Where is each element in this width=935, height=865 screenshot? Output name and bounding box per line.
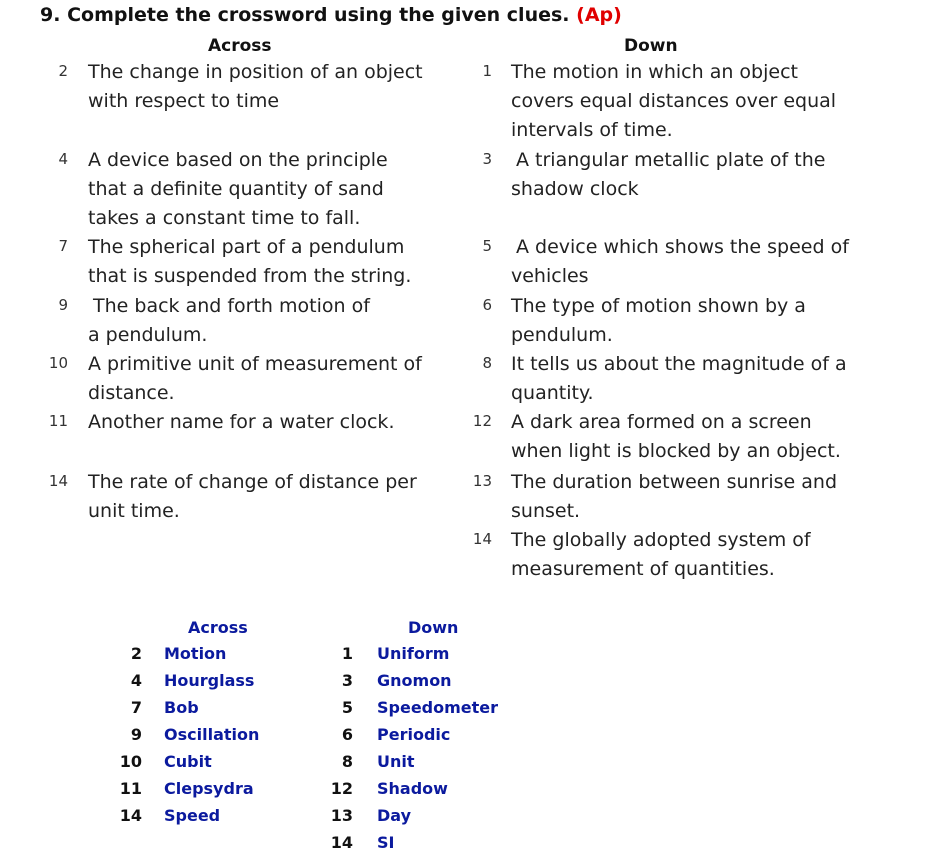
clue-line: A triangular metallic plate of the <box>516 149 826 171</box>
answer-across-heading: Across <box>188 618 248 637</box>
clue-number: 4 <box>58 150 68 168</box>
clue-line: intervals of time. <box>511 119 673 141</box>
clue-number: 3 <box>482 150 492 168</box>
question-number: 9. <box>40 4 61 26</box>
answer-word: SI <box>377 833 395 852</box>
clue-line: A dark area formed on a screen <box>511 411 812 433</box>
clue-number: 2 <box>58 62 68 80</box>
answer-number: 9 <box>130 725 142 744</box>
clue-number: 14 <box>48 472 68 490</box>
clue-number: 11 <box>48 412 68 430</box>
answer-number: 3 <box>341 671 353 690</box>
clue-number: 9 <box>58 296 68 314</box>
clue-line: pendulum. <box>511 324 613 346</box>
clue-line: The back and forth motion of <box>93 295 370 317</box>
answer-word: Gnomon <box>377 671 452 690</box>
answer-word: Clepsydra <box>164 779 254 798</box>
clue-number: 14 <box>472 530 492 548</box>
answer-word: Cubit <box>164 752 212 771</box>
clue-line: The type of motion shown by a <box>511 295 806 317</box>
clue-number: 12 <box>472 412 492 430</box>
clue-line: with respect to time <box>88 90 280 112</box>
answer-word: Bob <box>164 698 199 717</box>
answer-word: Day <box>377 806 412 825</box>
clue-line: a pendulum. <box>88 324 208 346</box>
clue-line: The spherical part of a pendulum <box>88 236 405 258</box>
answer-word: Uniform <box>377 644 450 663</box>
clue-line: quantity. <box>511 382 594 404</box>
clue-line: takes a constant time to fall. <box>88 207 361 229</box>
clue-line: vehicles <box>511 265 589 287</box>
clue-line: It tells us about the magnitude of a <box>511 353 847 375</box>
answer-number: 1 <box>341 644 353 663</box>
question-prompt: Complete the crossword using the given clues. <box>67 4 570 26</box>
question-tag: (Ap) <box>576 4 622 26</box>
clue-line: The motion in which an object <box>511 61 798 83</box>
answer-word: Motion <box>164 644 227 663</box>
answer-number: 7 <box>130 698 142 717</box>
answer-number: 4 <box>130 671 142 690</box>
clue-line: measurement of quantities. <box>511 558 775 580</box>
answer-word: Hourglass <box>164 671 255 690</box>
clue-line: The globally adopted system of <box>511 529 811 551</box>
answer-number: 8 <box>341 752 353 771</box>
clue-line: The duration between sunrise and <box>511 471 838 493</box>
answer-number: 11 <box>119 779 142 798</box>
answer-word: Speed <box>164 806 221 825</box>
clue-line: The rate of change of distance per <box>88 471 417 493</box>
answer-number: 10 <box>119 752 142 771</box>
clue-number: 10 <box>48 354 68 372</box>
down-clues-heading: Down <box>624 36 678 56</box>
answer-number: 13 <box>330 806 353 825</box>
answer-number: 14 <box>119 806 142 825</box>
clue-line: unit time. <box>88 500 180 522</box>
answer-number: 2 <box>130 644 142 663</box>
answer-word: Shadow <box>377 779 448 798</box>
clue-line: shadow clock <box>511 178 639 200</box>
answer-number: 5 <box>341 698 353 717</box>
answer-number: 14 <box>330 833 353 852</box>
clue-number: 8 <box>482 354 492 372</box>
clue-line: The change in position of an object <box>88 61 423 83</box>
question-heading <box>40 4 622 26</box>
clue-number: 1 <box>482 62 492 80</box>
clue-line: A device which shows the speed of <box>516 236 849 258</box>
answer-number: 12 <box>330 779 353 798</box>
clue-number: 13 <box>472 472 492 490</box>
answer-word: Periodic <box>377 725 451 744</box>
clue-line: covers equal distances over equal <box>511 90 837 112</box>
answer-word: Unit <box>377 752 415 771</box>
clue-line: when light is blocked by an object. <box>511 440 841 462</box>
answer-number: 6 <box>341 725 353 744</box>
clue-line: Another name for a water clock. <box>88 411 395 433</box>
clue-line: A device based on the principle <box>88 149 388 171</box>
across-clues-heading: Across <box>208 36 272 56</box>
clue-number: 5 <box>482 237 492 255</box>
answer-word: Speedometer <box>377 698 499 717</box>
answer-down-heading: Down <box>408 618 459 637</box>
clue-line: sunset. <box>511 500 581 522</box>
clue-line: A primitive unit of measurement of <box>88 353 422 375</box>
clue-line: distance. <box>88 382 175 404</box>
clue-line: that a definite quantity of sand <box>88 178 384 200</box>
clue-number: 6 <box>482 296 492 314</box>
clue-number: 7 <box>58 237 68 255</box>
answer-word: Oscillation <box>164 725 260 744</box>
clue-line: that is suspended from the string. <box>88 265 412 287</box>
